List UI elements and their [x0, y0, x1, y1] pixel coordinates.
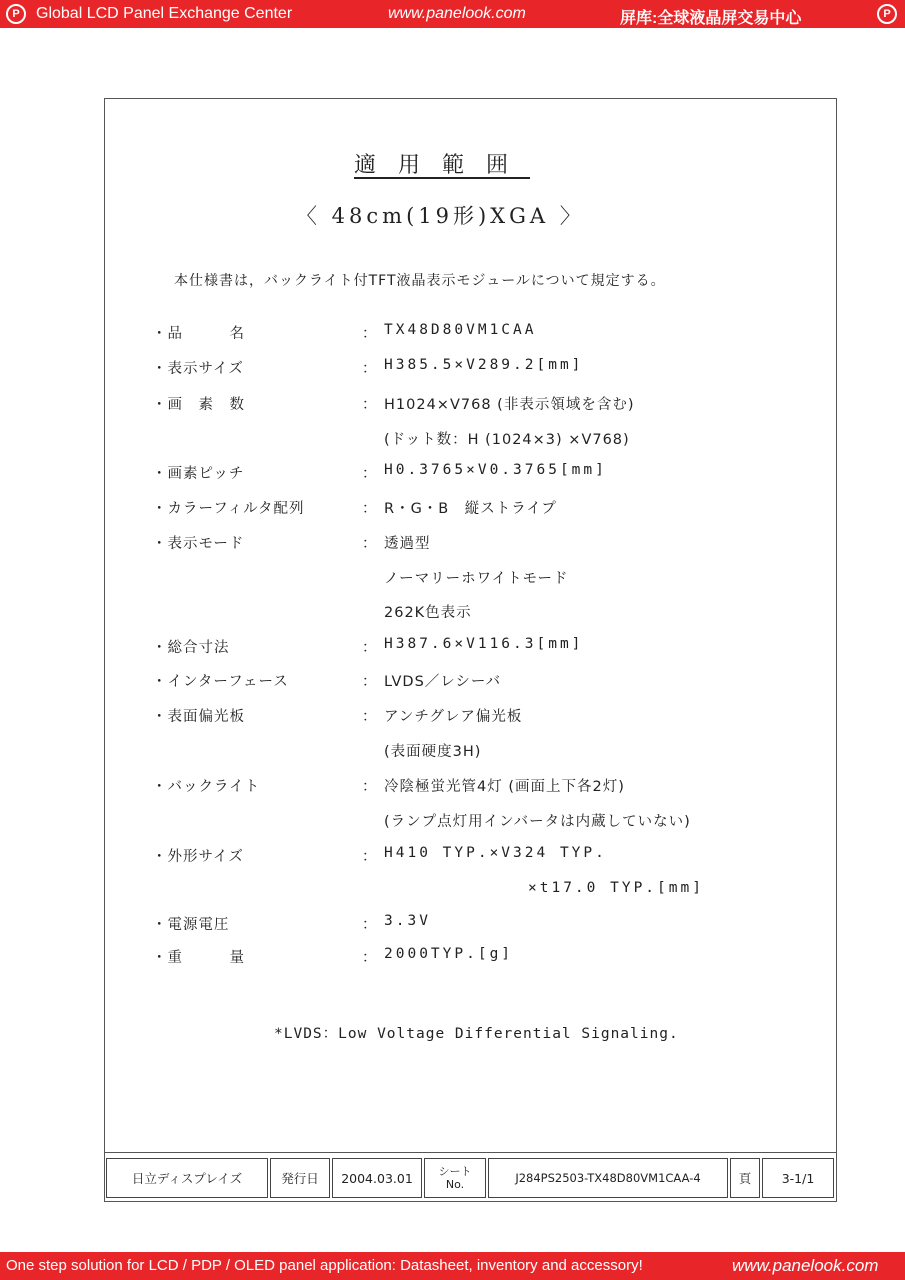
spec-value: (表面硬度3H)	[384, 744, 482, 760]
sheet-label-line-1: シート	[438, 1165, 472, 1178]
sheet-no-label	[424, 1158, 486, 1198]
banner-site-name: Global LCD Panel Exchange Center	[36, 5, 293, 22]
spec-value: H410 TYP.×V324 TYP.	[384, 845, 607, 861]
spec-colon: ：	[362, 361, 378, 377]
spec-label: ・画 素 数	[152, 397, 245, 413]
spec-value: 3.3V	[384, 913, 431, 929]
spec-label: ・インターフェース	[152, 674, 289, 690]
spec-label: ・外形サイズ	[152, 849, 244, 865]
panelook-logo-icon: P	[877, 4, 897, 24]
issue-date-label: 発行日	[270, 1158, 330, 1198]
document-intro: 本仕様書は，バックライト付TFT液晶表示モジュールについて規定する。	[174, 273, 666, 289]
spec-value: LVDS／レシーバ	[384, 674, 502, 690]
bottom-banner	[0, 1252, 905, 1280]
document-title: 適用範囲	[354, 153, 531, 178]
spec-label: ・品 名	[152, 326, 245, 342]
spec-value: R・G・B 縦ストライプ	[384, 501, 557, 517]
banner-site-name-cn: 屏库:全球液晶屏交易中心	[620, 10, 802, 27]
issue-date: 2004.03.01	[332, 1158, 422, 1198]
sheet-label-line-2: No.	[445, 1178, 465, 1191]
spec-value: H0.3765×V0.3765[mm]	[384, 462, 607, 478]
banner-site-url[interactable]: www.panelook.com	[732, 1256, 879, 1275]
title-block	[104, 1152, 837, 1202]
spec-colon: ：	[362, 950, 378, 966]
spec-value: アンチグレア偏光板	[384, 709, 523, 725]
spec-colon: ：	[362, 501, 378, 517]
spec-label: ・重 量	[152, 950, 245, 966]
spec-label: ・バックライト	[152, 779, 261, 795]
top-banner	[0, 0, 905, 28]
banner-site-url[interactable]: www.panelook.com	[388, 5, 526, 22]
spec-value: 262K色表示	[384, 605, 472, 621]
spec-colon: ：	[362, 397, 378, 413]
spec-value: 2000TYP.[g]	[384, 946, 514, 962]
page-label: 頁	[730, 1158, 760, 1198]
spec-colon: ：	[362, 709, 378, 725]
spec-label: ・画素ピッチ	[152, 466, 245, 482]
spec-value: TX48D80VM1CAA	[384, 322, 537, 338]
page-number: 3-1/1	[762, 1158, 834, 1198]
company-name: 日立ディスプレイズ	[106, 1158, 268, 1198]
document-subtitle: 〈 48cm(19形)XGA 〉	[296, 204, 585, 228]
document-number: J284PS2503-TX48D80VM1CAA-4	[488, 1158, 728, 1198]
spec-label: ・電源電圧	[152, 917, 230, 933]
spec-colon: ：	[362, 674, 378, 690]
spec-value: H1024×V768 (非表示領域を含む)	[384, 397, 635, 413]
spec-value: (ドット数：H (1024×3) ×V768)	[384, 432, 630, 448]
spec-colon: ：	[362, 779, 378, 795]
spec-label: ・表面偏光板	[152, 709, 245, 725]
spec-label: ・総合寸法	[152, 640, 230, 656]
spec-value: H385.5×V289.2[mm]	[384, 357, 584, 373]
spec-colon: ：	[362, 849, 378, 865]
spec-value: H387.6×V116.3[mm]	[384, 636, 584, 652]
spec-colon: ：	[362, 917, 378, 933]
spec-label: ・カラーフィルタ配列	[152, 501, 305, 517]
panelook-logo-icon: P	[6, 4, 26, 24]
spec-value: ノーマリーホワイトモード	[384, 571, 569, 587]
spec-value: (ランプ点灯用インバータは内蔵していない)	[384, 814, 691, 830]
spec-colon: ：	[362, 466, 378, 482]
spec-colon: ：	[362, 640, 378, 656]
banner-tagline: One step solution for LCD / PDP / OLED panel application: Datasheet, inventory and accessory!	[6, 1257, 643, 1274]
spec-colon: ：	[362, 536, 378, 552]
spec-value: 冷陰極蛍光管4灯 (画面上下各2灯)	[384, 779, 625, 795]
spec-label: ・表示サイズ	[152, 361, 244, 377]
spec-value: ×t17.0 TYP.[mm]	[528, 880, 704, 896]
footnote: *LVDS：Low Voltage Differential Signaling.	[274, 1026, 679, 1042]
spec-colon: ：	[362, 326, 378, 342]
spec-label: ・表示モード	[152, 536, 245, 552]
spec-value: 透過型	[384, 536, 431, 552]
